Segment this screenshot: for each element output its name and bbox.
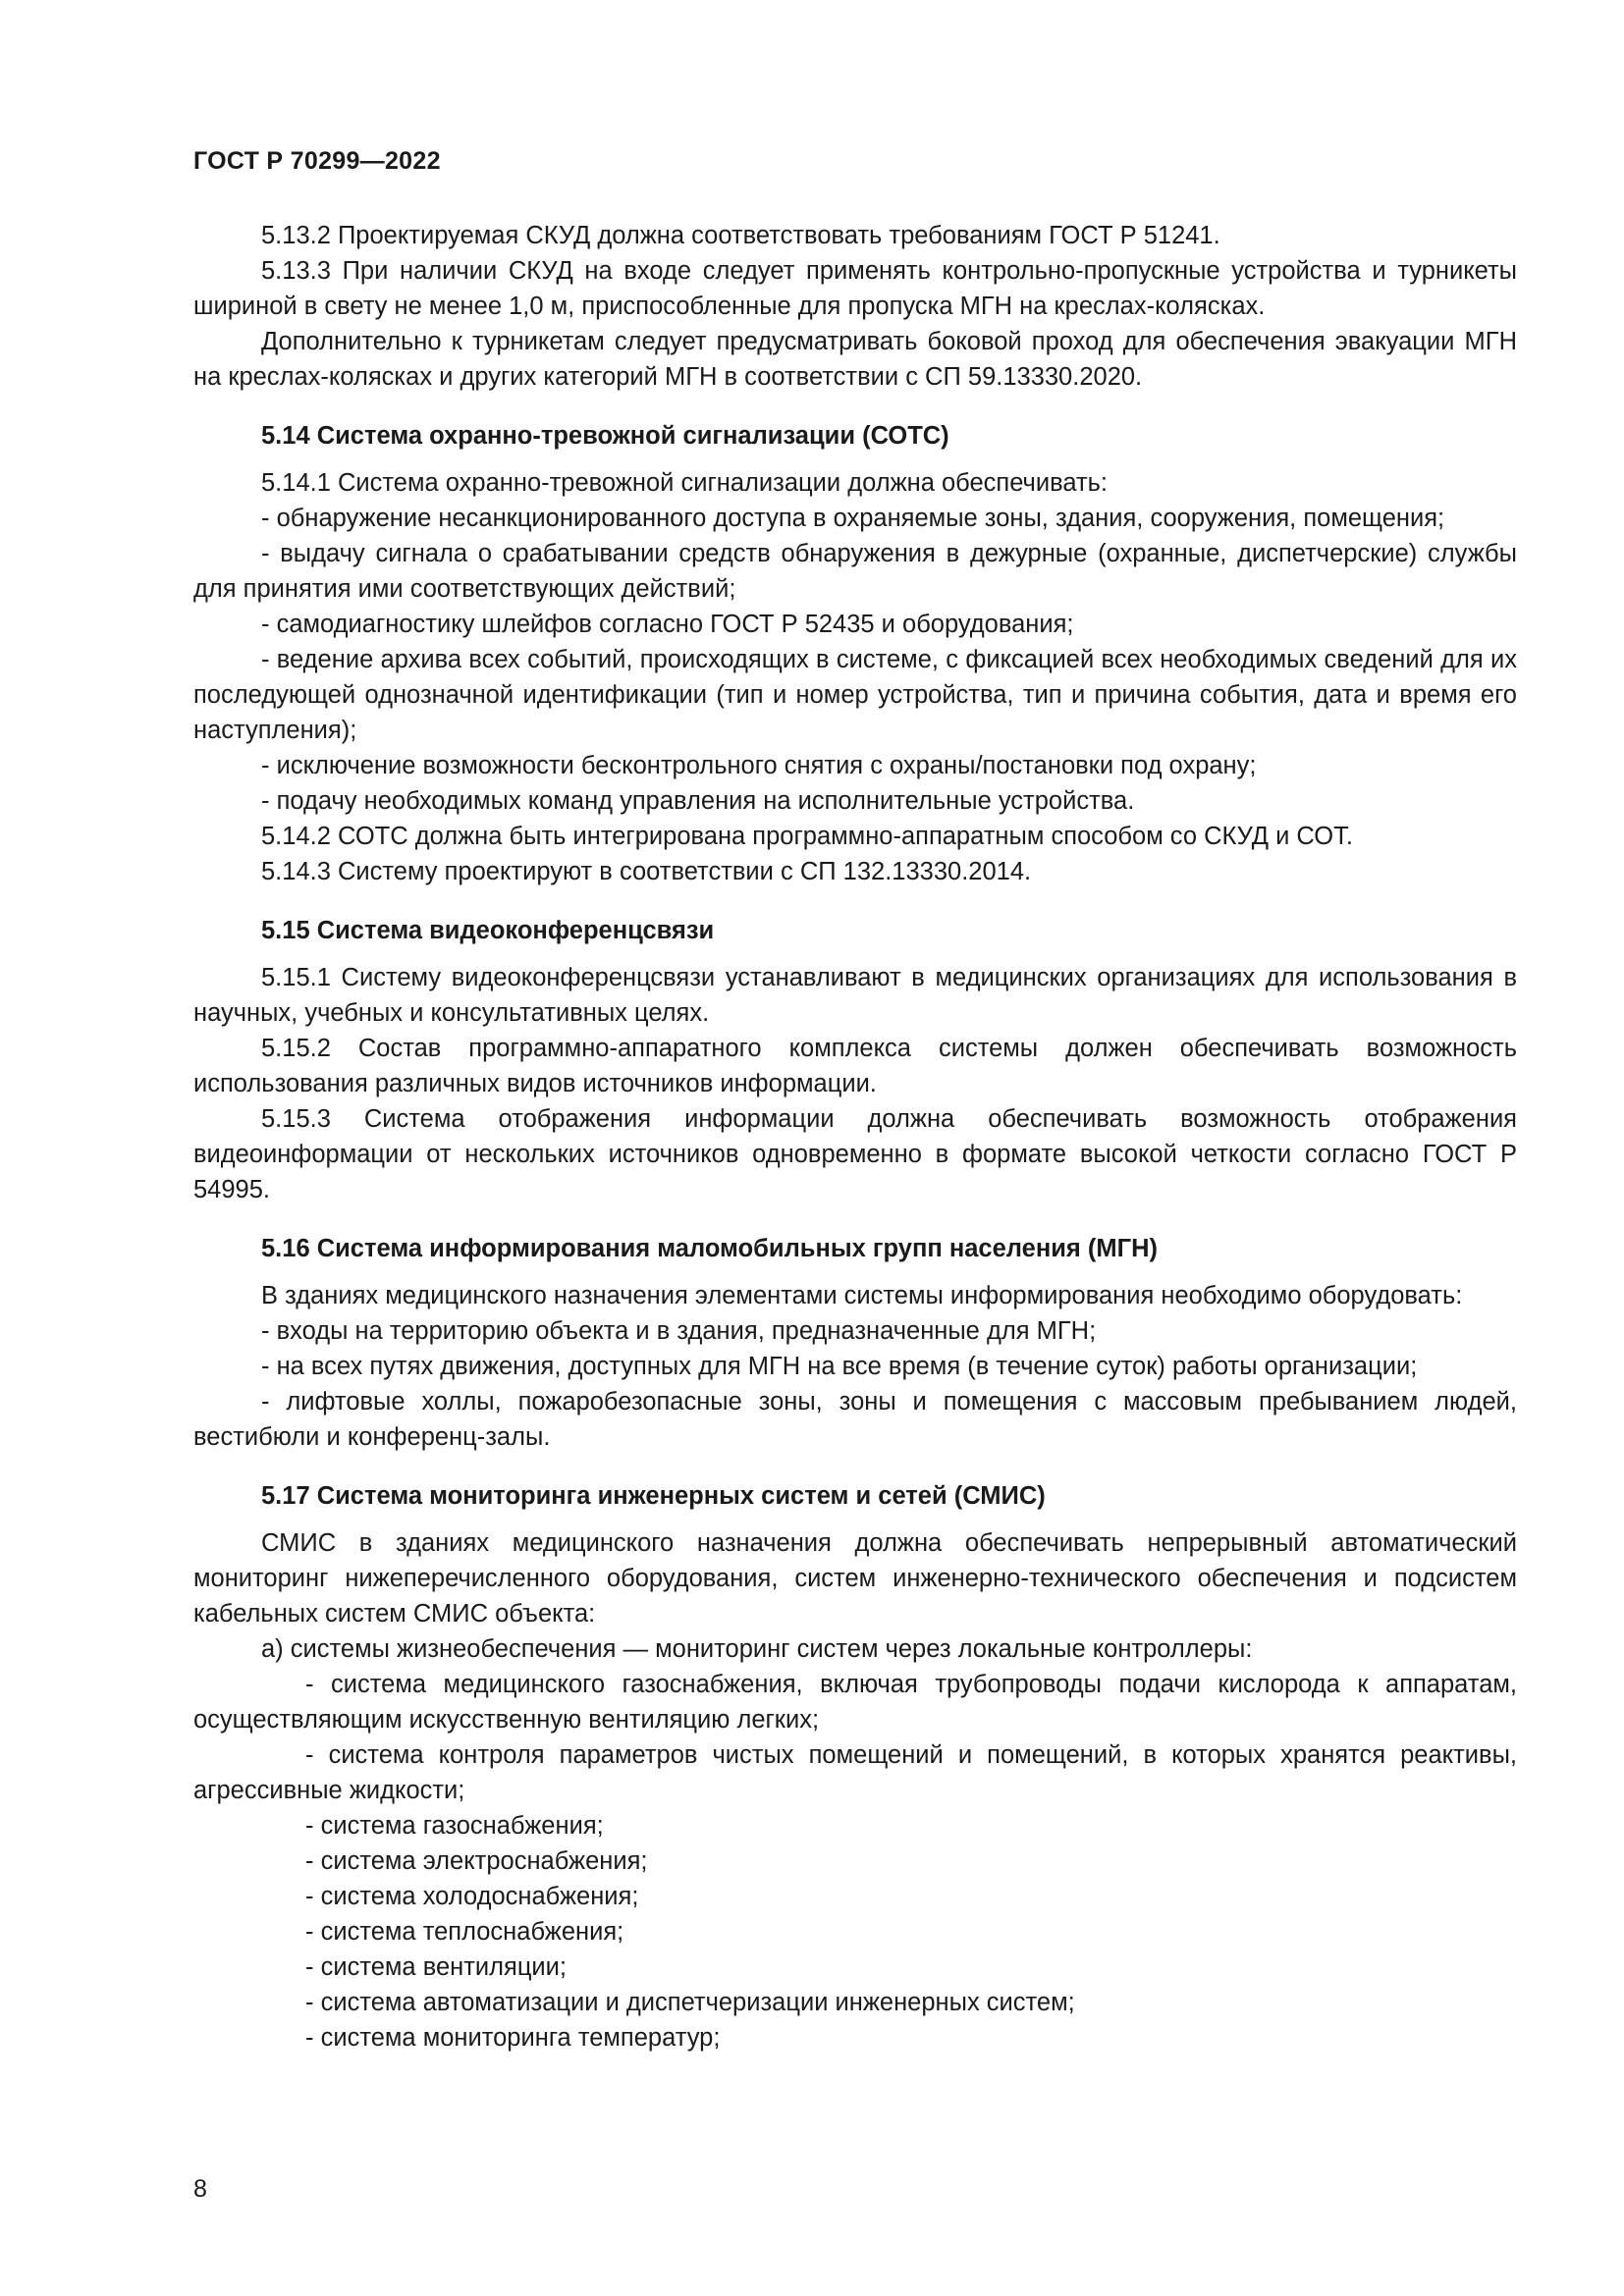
list-item: - подачу необходимых команд управления на исполнительные устройства. <box>261 787 1135 815</box>
list-item: - ведение архива всех событий, происходящих в системе, с фиксацией всех необходимых сведений для их последующей однозначной идентификации (тип и номер устройства, тип и причина события, дата и время его наступления); <box>193 646 1517 744</box>
paragraph-5-15-3: 5.15.3 Система отображения информации должна обеспечивать возможность отображения видеоинформации от нескольких источников одновременно в формате высокой четкости согласно ГОСТ Р 54995. <box>193 1105 1517 1203</box>
paragraph-5-13-3: 5.13.3 При наличии СКУД на входе следует применять контрольно-пропускные устройства и турникеты шириной в свету не менее 1,0 м, приспособленные для пропуска МГН на креслах-колясках. <box>193 257 1517 320</box>
paragraph-5-14-3: 5.14.3 Систему проектируют в соответствии с СП 132.13330.2014. <box>261 858 1032 885</box>
paragraph-5-17-a: а) системы жизнеобеспечения — мониторинг систем через локальные контроллеры: <box>261 1635 1253 1663</box>
section-heading-5-16: 5.16 Система информирования маломобильных групп населения (МГН) <box>261 1235 1158 1262</box>
document-body <box>193 218 1517 2056</box>
paragraph-5-17-intro: СМИС в зданиях медицинского назначения должна обеспечивать непрерывный автоматический мониторинг нижеперечисленного оборудования, систем инженерно-технического обеспечения и подсистем кабельных систем СМИС объекта: <box>193 1529 1517 1628</box>
list-item: - система газоснабжения; <box>305 1812 604 1840</box>
list-item: - система вентиляции; <box>305 1953 568 1981</box>
list-item: - выдачу сигнала о срабатывании средств обнаружения в дежурные (охранные, диспетчерские) службы для принятия ими соответствующих действий; <box>193 540 1517 603</box>
list-item: - система медицинского газоснабжения, включая трубопроводы подачи кислорода к аппаратам, осуществляющим искусственную вентиляцию легких; <box>193 1671 1517 1734</box>
list-item: - на всех путях движения, доступных для МГН на все время (в течение суток) работы организации; <box>261 1353 1418 1380</box>
paragraph-5-16-intro: В зданиях медицинского назначения элементами системы информирования необходимо оборудовать: <box>261 1282 1463 1309</box>
list-item: - система автоматизации и диспетчеризации инженерных систем; <box>305 1989 1075 2016</box>
paragraph-5-15-1: 5.15.1 Систему видеоконференцсвязи устанавливают в медицинских организациях для использования в научных, учебных и консультативных целях. <box>193 964 1517 1027</box>
list-item: - исключение возможности бесконтрольного снятия с охраны/постановки под охрану; <box>261 752 1257 779</box>
list-item: - самодиагностику шлейфов согласно ГОСТ Р 52435 и оборудования; <box>261 611 1074 638</box>
page-number: 8 <box>193 2175 207 2203</box>
paragraph-5-13-2: 5.13.2 Проектируемая СКУД должна соответствовать требованиям ГОСТ Р 51241. <box>261 222 1220 249</box>
paragraph-5-14-2: 5.14.2 СОТС должна быть интегрирована программно-аппаратным способом со СКУД и СОТ. <box>261 823 1353 850</box>
list-item: - система электроснабжения; <box>305 1847 648 1875</box>
list-item: - входы на территорию объекта и в здания, предназначенные для МГН; <box>261 1317 1097 1345</box>
paragraph-5-14-1: 5.14.1 Система охранно-тревожной сигнализации должна обеспечивать: <box>261 469 1109 497</box>
list-item: - система мониторинга температур; <box>305 2024 721 2052</box>
list-item: - система холодоснабжения; <box>305 1883 639 1910</box>
section-heading-5-15: 5.15 Система видеоконференцсвязи <box>261 917 715 944</box>
paragraph-turnstiles: Дополнительно к турникетам следует предусматривать боковой проход для обеспечения эвакуации МГН на креслах-колясках и других категорий МГН в соответствии с СП 59.13330.2020. <box>193 328 1517 391</box>
section-heading-5-14: 5.14 Система охранно-тревожной сигнализации (СОТС) <box>261 422 949 450</box>
list-item: - лифтовые холлы, пожаробезопасные зоны, зоны и помещения с массовым пребыванием людей, вестибюли и конференц-залы. <box>193 1388 1517 1451</box>
section-heading-5-17: 5.17 Система мониторинга инженерных систем и сетей (СМИС) <box>261 1482 1046 1510</box>
list-item: - система контроля параметров чистых помещений и помещений, в которых хранятся реактивы, агрессивные жидкости; <box>193 1741 1517 1804</box>
standard-header: ГОСТ Р 70299—2022 <box>193 147 441 175</box>
paragraph-5-15-2: 5.15.2 Состав программно-аппаратного комплекса системы должен обеспечивать возможность использования различных видов источников информации. <box>193 1035 1517 1097</box>
list-item: - система теплоснабжения; <box>305 1918 624 1946</box>
list-item: - обнаружение несанкционированного доступа в охраняемые зоны, здания, сооружения, помещения; <box>261 505 1445 532</box>
